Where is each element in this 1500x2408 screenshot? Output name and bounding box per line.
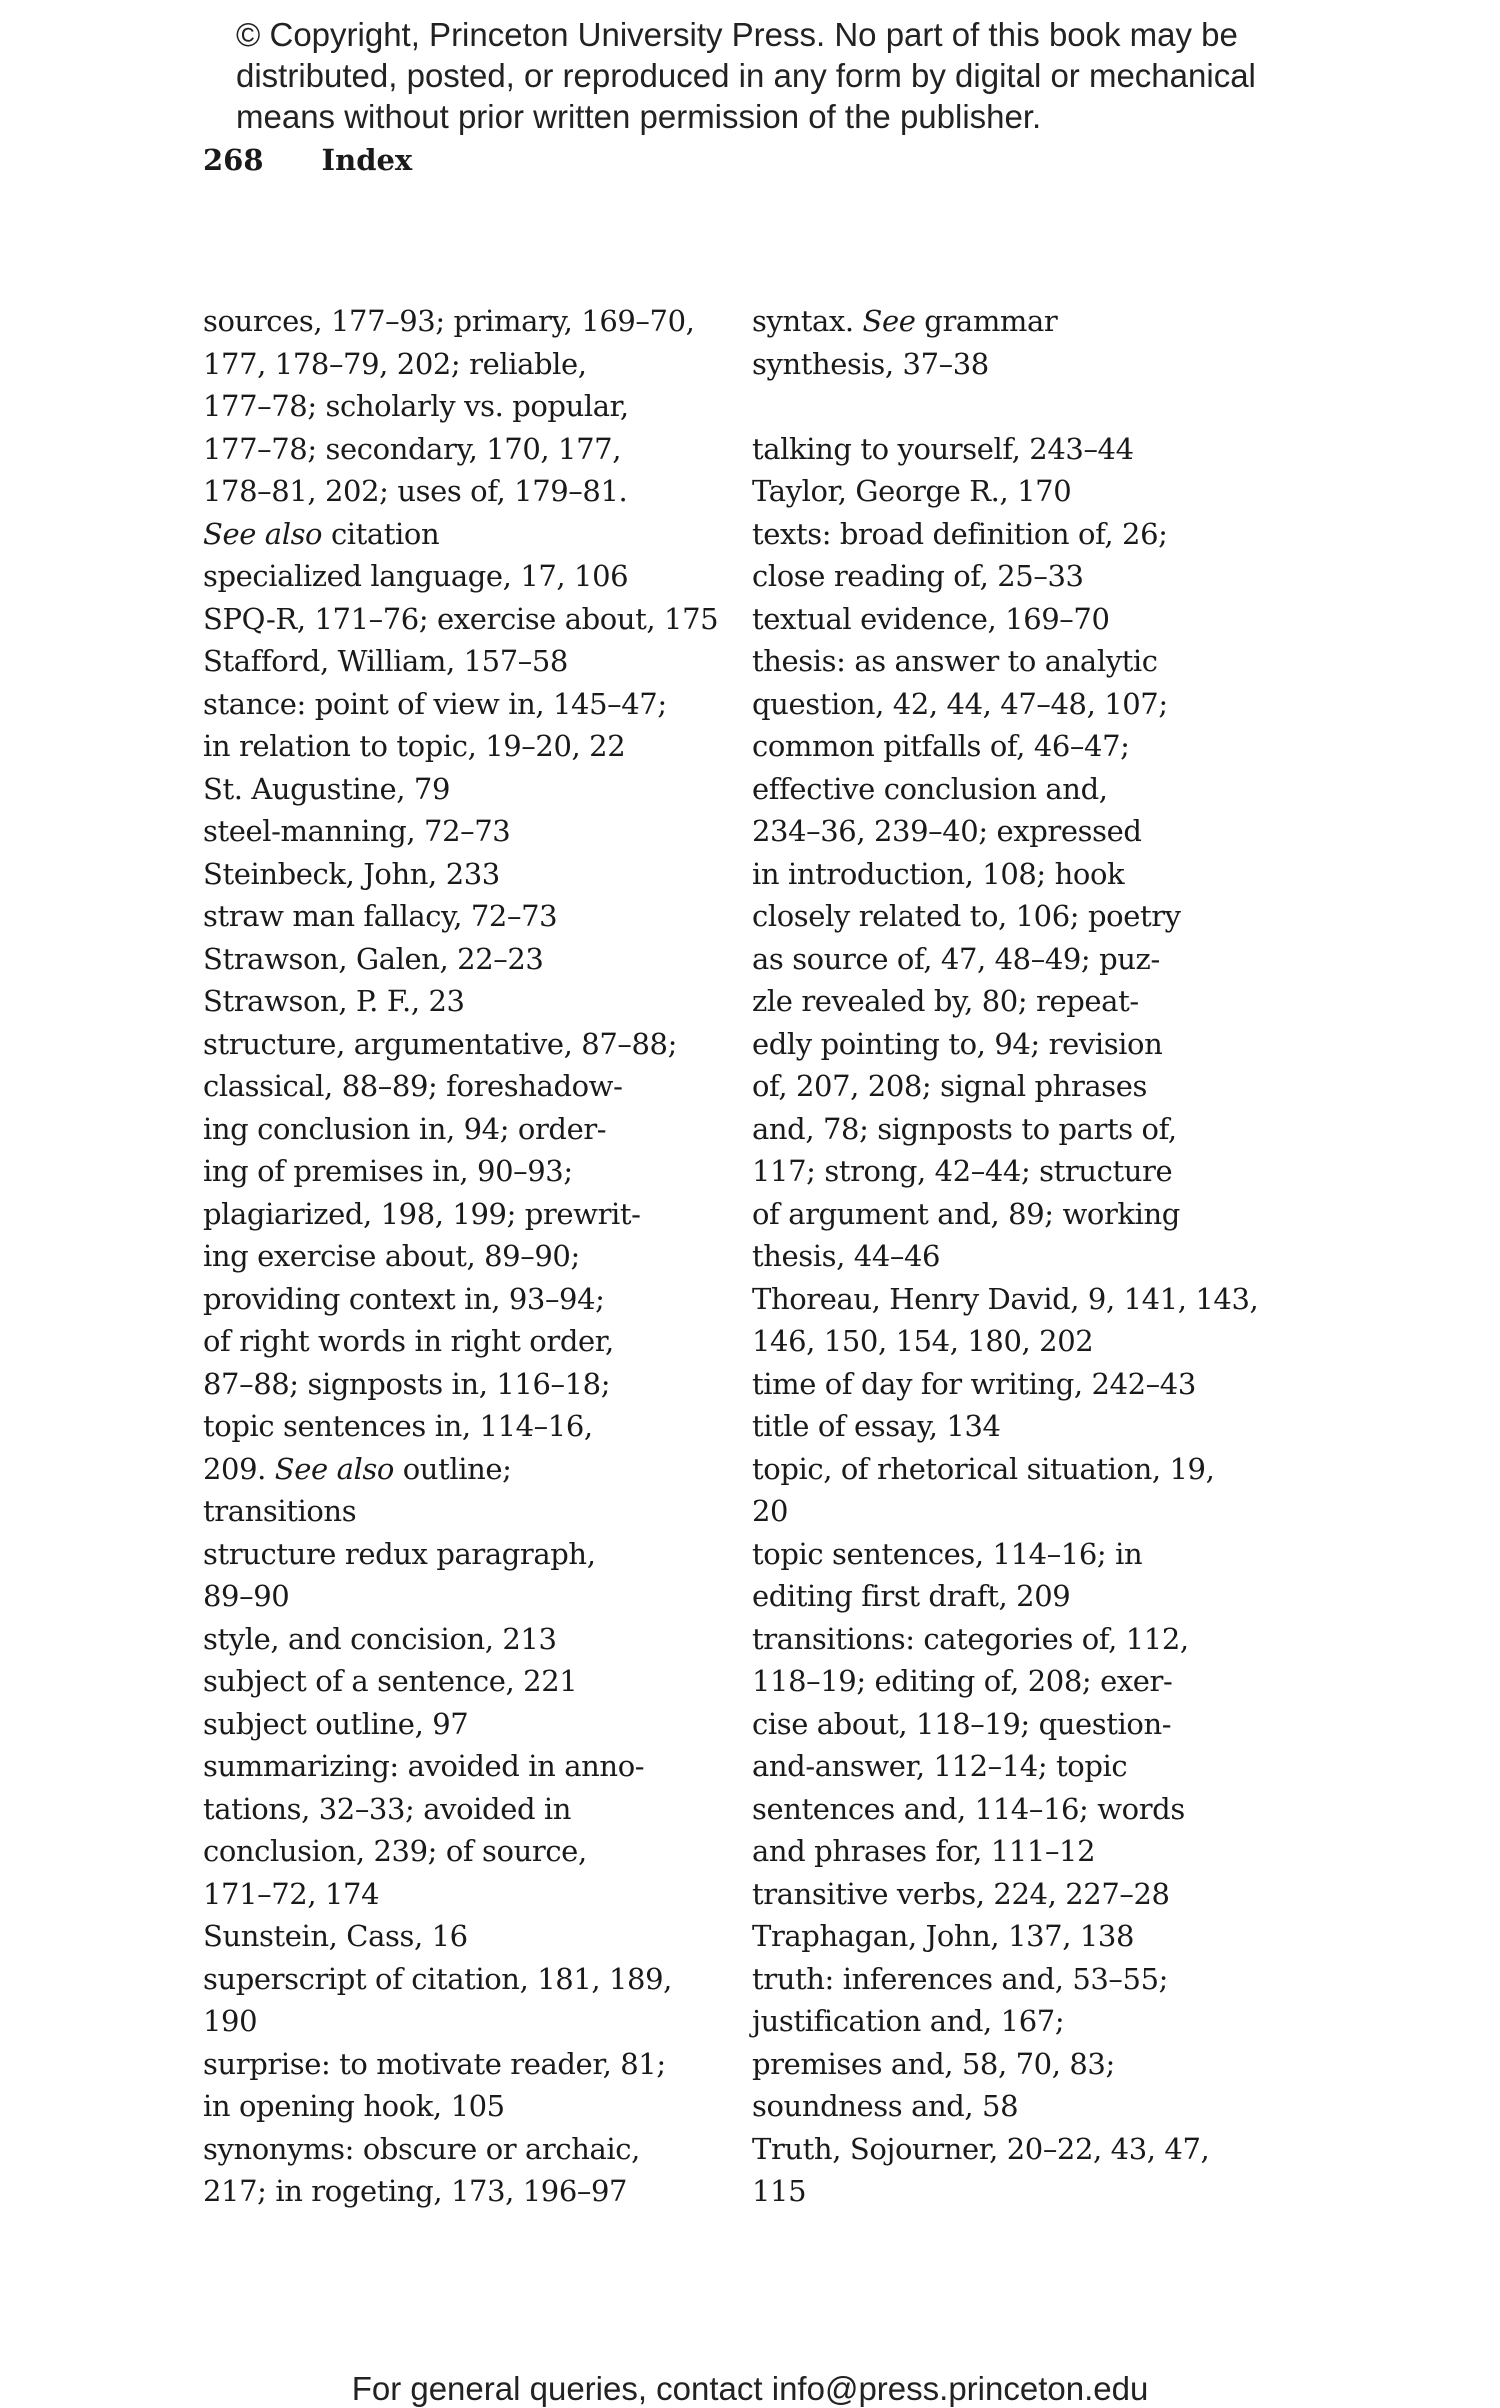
index-entry-line: and-answer, 112–14; topic — [752, 1749, 1128, 1783]
index-entry-line: Steinbeck, John, 233 — [203, 856, 500, 891]
index-entry-line: transitive verbs, 224, 227–28 — [752, 1876, 1170, 1911]
section-title: Index — [321, 143, 413, 177]
index-entry-line: closely related to, 106; poetry — [752, 899, 1181, 933]
index-entry — [752, 1448, 1292, 1533]
index-entry-line: Taylor, George R., 170 — [752, 474, 1072, 508]
index-entry — [752, 300, 1292, 343]
index-entry — [203, 938, 743, 981]
index-entry-line: specialized language, 17, 106 — [203, 559, 629, 593]
index-entry-line: thesis, 44–46 — [752, 1239, 941, 1273]
index-entry-line: in introduction, 108; hook — [752, 856, 1125, 891]
index-entry-line: cise about, 118–19; question- — [752, 1706, 1172, 1741]
index-entry-line: Strawson, P. F., 23 — [203, 984, 465, 1018]
index-entry-line: of, 207, 208; signal phrases — [752, 1069, 1148, 1103]
index-entry — [752, 1533, 1292, 1618]
index-entry-line: Truth, Sojourner, 20–22, 43, 47, — [752, 2131, 1210, 2166]
index-entry-line: steel-manning, 72–73 — [203, 814, 511, 848]
index-entry-line: Traphagan, John, 137, 138 — [752, 1919, 1135, 1953]
index-entry-line: in relation to topic, 19–20, 22 — [203, 729, 626, 763]
index-entry-line: conclusion, 239; of source, — [203, 1834, 587, 1868]
copyright-line: © Copyright, Princeton University Press. No part of this book may be — [236, 16, 1238, 53]
index-entry-line: 177–78; secondary, 170, 177, — [203, 431, 622, 466]
index-entry-line: soundness and, 58 — [752, 2089, 1019, 2123]
index-entry-line: structure, argumentative, 87–88; — [203, 1026, 677, 1061]
index-entry-line: 209. See also outline; — [203, 1451, 512, 1486]
index-column-left — [203, 300, 743, 2213]
index-entry-line: superscript of citation, 181, 189, — [203, 1961, 672, 1996]
index-entry-line: transitions: categories of, 112, — [752, 1621, 1189, 1656]
index-entry — [203, 1745, 743, 1915]
index-entry — [203, 640, 743, 683]
index-entry-line: St. Augustine, 79 — [203, 771, 451, 806]
index-entry-line: effective conclusion and, — [752, 771, 1108, 806]
index-entry-line: truth: inferences and, 53–55; — [752, 1961, 1169, 1996]
index-entry-line: providing context in, 93–94; — [203, 1281, 605, 1316]
index-entry — [203, 768, 743, 811]
index-entry-line: close reading of, 25–33 — [752, 559, 1084, 593]
index-entry-line: and, 78; signposts to parts of, — [752, 1111, 1177, 1146]
index-entry-line: 89–90 — [203, 1579, 290, 1613]
index-entry-line: subject outline, 97 — [203, 1706, 469, 1741]
index-entry-line: question, 42, 44, 47–48, 107; — [752, 686, 1168, 721]
index-entry-line: common pitfalls of, 46–47; — [752, 729, 1130, 763]
index-entry — [752, 428, 1292, 471]
index-entry-line: zle revealed by, 80; repeat- — [752, 984, 1139, 1018]
index-entry — [203, 1533, 743, 1618]
letter-group-gap — [752, 385, 1292, 428]
index-entry — [203, 1660, 743, 1703]
index-entry-line: ing of premises in, 90–93; — [203, 1154, 573, 1188]
index-entry-line: of argument and, 89; working — [752, 1196, 1180, 1231]
index-entry-line: 171–72, 174 — [203, 1876, 380, 1911]
index-entry — [203, 1703, 743, 1746]
index-entry-line: time of day for writing, 242–43 — [752, 1366, 1196, 1401]
index-entry-line: syntax. See grammar — [752, 304, 1058, 338]
index-entry — [752, 1363, 1292, 1406]
index-entry-line: subject of a sentence, 221 — [203, 1664, 578, 1698]
index-entry-line: editing first draft, 209 — [752, 1579, 1071, 1613]
index-entry-line: justification and, 167; — [752, 2004, 1065, 2038]
index-entry-line: tations, 32–33; avoided in — [203, 1791, 572, 1826]
index-entry-line: synonyms: obscure or archaic, — [203, 2131, 640, 2166]
index-entry — [752, 640, 1292, 1278]
index-entry-line: talking to yourself, 243–44 — [752, 431, 1134, 466]
index-entry — [203, 980, 743, 1023]
index-entry-line: 177–78; scholarly vs. popular, — [203, 389, 629, 423]
index-entry-line: 178–81, 202; uses of, 179–81. — [203, 474, 628, 508]
index-entry-line: edly pointing to, 94; revision — [752, 1026, 1163, 1061]
index-entry — [752, 1915, 1292, 1958]
index-entry-line: See also citation — [203, 516, 440, 551]
index-entry-line: 177, 178–79, 202; reliable, — [203, 346, 587, 381]
index-entry-line: 190 — [203, 2004, 258, 2038]
index-entry-line: style, and concision, 213 — [203, 1621, 557, 1656]
index-entry — [203, 895, 743, 938]
index-entry-line: thesis: as answer to analytic — [752, 644, 1158, 678]
index-entry-line: surprise: to motivate reader, 81; — [203, 2046, 666, 2081]
index-entry-line: topic sentences in, 114–16, — [203, 1409, 593, 1443]
index-entry — [752, 598, 1292, 641]
index-entry-line: summarizing: avoided in anno- — [203, 1749, 645, 1783]
index-entry-line: structure redux paragraph, — [203, 1536, 596, 1571]
index-entry-line: title of essay, 134 — [752, 1409, 1001, 1443]
index-entry — [752, 2128, 1292, 2213]
index-entry-line: 115 — [752, 2174, 807, 2208]
index-entry-line: classical, 88–89; foreshadow- — [203, 1069, 623, 1103]
index-entry-line: and phrases for, 111–12 — [752, 1834, 1096, 1868]
index-entry — [203, 810, 743, 853]
index-entry — [203, 683, 743, 768]
copyright-line: means without prior written permission of the publisher. — [236, 98, 1042, 135]
index-entry-line: plagiarized, 198, 199; prewrit- — [203, 1196, 641, 1231]
index-entry — [203, 1958, 743, 2043]
index-entry-line: Thoreau, Henry David, 9, 141, 143, — [752, 1281, 1259, 1316]
index-entry-line: 217; in rogeting, 173, 196–97 — [203, 2174, 628, 2208]
index-entry-line: ing exercise about, 89–90; — [203, 1239, 580, 1273]
index-entry-line: straw man fallacy, 72–73 — [203, 899, 558, 933]
index-entry — [752, 343, 1292, 386]
index-entry — [203, 555, 743, 598]
index-entry-line: topic sentences, 114–16; in — [752, 1536, 1143, 1571]
index-entry — [752, 1958, 1292, 2128]
index-entry-line: ing conclusion in, 94; order- — [203, 1111, 607, 1146]
index-entry — [752, 1405, 1292, 1448]
index-entry — [203, 2043, 743, 2128]
index-column-right — [752, 300, 1292, 2213]
index-entry-line: Sunstein, Cass, 16 — [203, 1919, 468, 1953]
index-entry-line: as source of, 47, 48–49; puz- — [752, 941, 1160, 976]
index-entry — [203, 1618, 743, 1661]
index-entry-line: sentences and, 114–16; words — [752, 1791, 1185, 1826]
index-entry-line: of right words in right order, — [203, 1324, 614, 1358]
index-entry — [203, 1023, 743, 1533]
index-entry — [203, 1915, 743, 1958]
index-entry-line: sources, 177–93; primary, 169–70, — [203, 304, 695, 338]
index-entry — [203, 598, 743, 641]
index-entry-line: in opening hook, 105 — [203, 2089, 505, 2123]
index-entry-line: transitions — [203, 1494, 357, 1528]
index-entry-line: 234–36, 239–40; expressed — [752, 814, 1142, 848]
copyright-notice — [236, 14, 1356, 137]
index-entry — [203, 2128, 743, 2213]
running-head — [203, 143, 412, 177]
index-entry-line: Strawson, Galen, 22–23 — [203, 941, 544, 976]
index-entry — [203, 853, 743, 896]
index-entry-line: 87–88; signposts in, 116–18; — [203, 1366, 611, 1401]
index-entry-line: 118–19; editing of, 208; exer- — [752, 1664, 1173, 1698]
index-entry — [752, 1278, 1292, 1363]
index-entry — [752, 470, 1292, 513]
index-entry-line: Stafford, William, 157–58 — [203, 644, 568, 678]
index-entry-line: synthesis, 37–38 — [752, 346, 989, 381]
footer-contact: For general queries, contact info@press.princeton.edu — [351, 2370, 1149, 2407]
index-entry-line: SPQ-R, 171–76; exercise about, 175 — [203, 601, 719, 636]
index-entry — [752, 1618, 1292, 1873]
index-entry-line: 117; strong, 42–44; structure — [752, 1154, 1173, 1188]
index-entry-line: 20 — [752, 1494, 789, 1528]
index-entry-line: texts: broad definition of, 26; — [752, 516, 1168, 551]
index-entry-line: premises and, 58, 70, 83; — [752, 2046, 1115, 2081]
index-entry — [752, 1873, 1292, 1916]
index-entry-line: textual evidence, 169–70 — [752, 601, 1110, 636]
index-entry — [203, 300, 743, 555]
index-entry — [752, 513, 1292, 598]
copyright-line: distributed, posted, or reproduced in any form by digital or mechanical — [236, 57, 1256, 94]
index-entry-line: stance: point of view in, 145–47; — [203, 686, 667, 721]
page-number: 268 — [203, 143, 264, 177]
index-entry-line: topic, of rhetorical situation, 19, — [752, 1451, 1215, 1486]
index-entry-line: 146, 150, 154, 180, 202 — [752, 1324, 1094, 1358]
